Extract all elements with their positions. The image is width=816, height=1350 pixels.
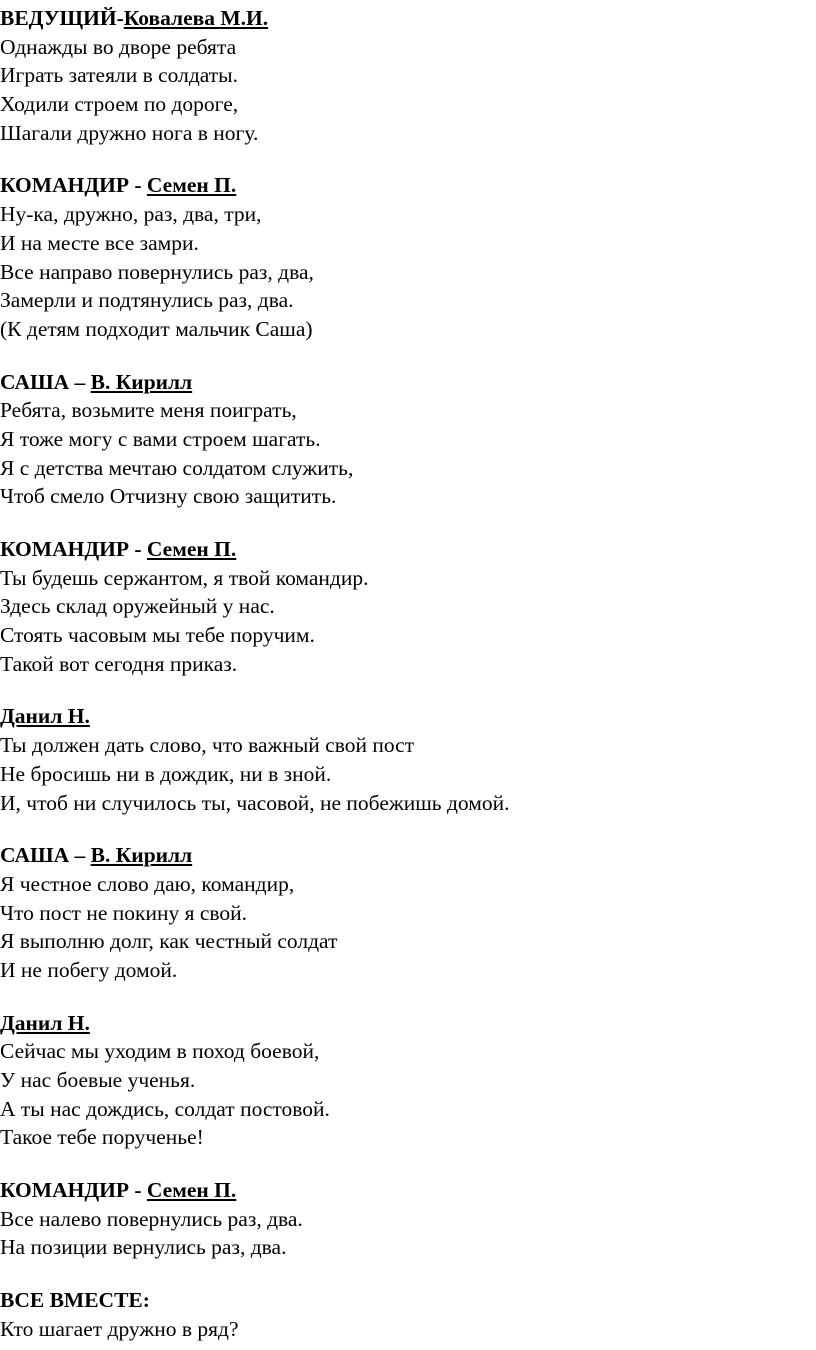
verse-line: Все направо повернулись раз, два, — [0, 259, 314, 284]
speaker-name: Данил Н. — [0, 704, 90, 729]
verse-line: Стоять часовым мы тебе поручим. — [0, 623, 315, 648]
verse-line: (К детям подходит мальчик Саша) — [0, 316, 313, 341]
verse-line: И, чтоб ни случилось ты, часовой, не побежишь домой. — [0, 790, 510, 815]
verse-line: На позиции вернулись раз, два. — [0, 1235, 287, 1260]
verse-line: Кто шагает дружно в ряд? — [0, 1316, 239, 1341]
verse-line: И на месте все замри. — [0, 230, 199, 255]
speaker-heading — [0, 841, 816, 870]
verse-line: Здесь склад оружейный у нас. — [0, 594, 275, 619]
verse-line: Что пост не покину я свой. — [0, 900, 248, 925]
speaker-heading — [0, 4, 816, 33]
speaker-role: ВЕДУЩИЙ- — [0, 6, 124, 30]
speaker-heading — [0, 1009, 816, 1038]
verse-line: Ты должен дать слово, что важный свой пост — [0, 733, 415, 758]
speaker-role: САША – — [0, 369, 91, 394]
verse-line: Шагали дружно нога в ногу. — [0, 120, 259, 145]
verse-line: Я выполню долг, как честный солдат — [0, 929, 338, 954]
dialogue-block — [0, 4, 816, 147]
dialogue-block — [0, 841, 816, 984]
verse-line: Такой вот сегодня приказ. — [0, 651, 238, 676]
verse-line: Такое тебе порученье! — [0, 1125, 204, 1150]
speaker-name: Семен П. — [146, 537, 237, 561]
verse-line: Я честное слово даю, командир, — [0, 871, 295, 896]
speaker-name: Ковалева М.И. — [123, 6, 269, 30]
speaker-heading — [0, 1176, 816, 1205]
verse-line: Ты будешь сержантом, я твой командир. — [0, 565, 369, 590]
speaker-name: Семен П. — [146, 1178, 237, 1203]
speaker-name: В. Кирилл — [90, 369, 193, 394]
dialogue-block — [0, 368, 816, 511]
verse-line: Я тоже могу с вами строем шагать. — [0, 426, 321, 451]
dialogue-block — [0, 171, 816, 343]
speaker-heading — [0, 535, 816, 564]
verse-line: Все налево повернулись раз, два. — [0, 1206, 303, 1231]
speaker-heading — [0, 171, 816, 200]
verse-line: Чтоб смело Отчизну свою защитить. — [0, 484, 337, 509]
speaker-role: КОМАНДИР - — [0, 537, 147, 561]
verse-line: А ты нас дождись, солдат постовой. — [0, 1096, 330, 1121]
verse-line: Ребята, возьмите меня поиграть, — [0, 398, 297, 423]
speaker-role: КОМАНДИР - — [0, 173, 147, 198]
verse-line: Играть затеяли в солдаты. — [0, 63, 238, 88]
speaker-role: ВСЕ ВМЕСТЕ: — [0, 1288, 150, 1313]
verse-line: Сейчас мы уходим в поход боевой, — [0, 1039, 320, 1064]
verse-line: Я с детства мечтаю солдатом служить, — [0, 455, 354, 480]
dialogue-block — [0, 1009, 816, 1152]
speaker-name: Данил Н. — [0, 1010, 90, 1035]
verse-line: Однажды во дворе ребята — [0, 34, 237, 59]
speaker-heading — [0, 702, 816, 731]
verse-line: Не бросишь ни в дождик, ни в зной. — [0, 761, 332, 786]
speaker-name: В. Кирилл — [90, 843, 193, 868]
speaker-name: Семен П. — [146, 173, 237, 198]
verse-line: И не побегу домой. — [0, 957, 178, 982]
verse-line: У нас боевые ученья. — [0, 1068, 196, 1092]
dialogue-block — [0, 702, 816, 817]
speaker-heading — [0, 1286, 816, 1315]
verse-line: Замерли и подтянулись раз, два. — [0, 288, 294, 313]
verse-line: Ходили строем по дороге, — [0, 92, 239, 117]
verse-line: Ну-ка, дружно, раз, два, три, — [0, 202, 262, 227]
speaker-heading — [0, 368, 816, 397]
speaker-role: САША – — [0, 843, 91, 868]
dialogue-block — [0, 535, 816, 678]
dialogue-block — [0, 1286, 816, 1343]
dialogue-block — [0, 1176, 816, 1262]
speaker-role: КОМАНДИР - — [0, 1178, 147, 1203]
